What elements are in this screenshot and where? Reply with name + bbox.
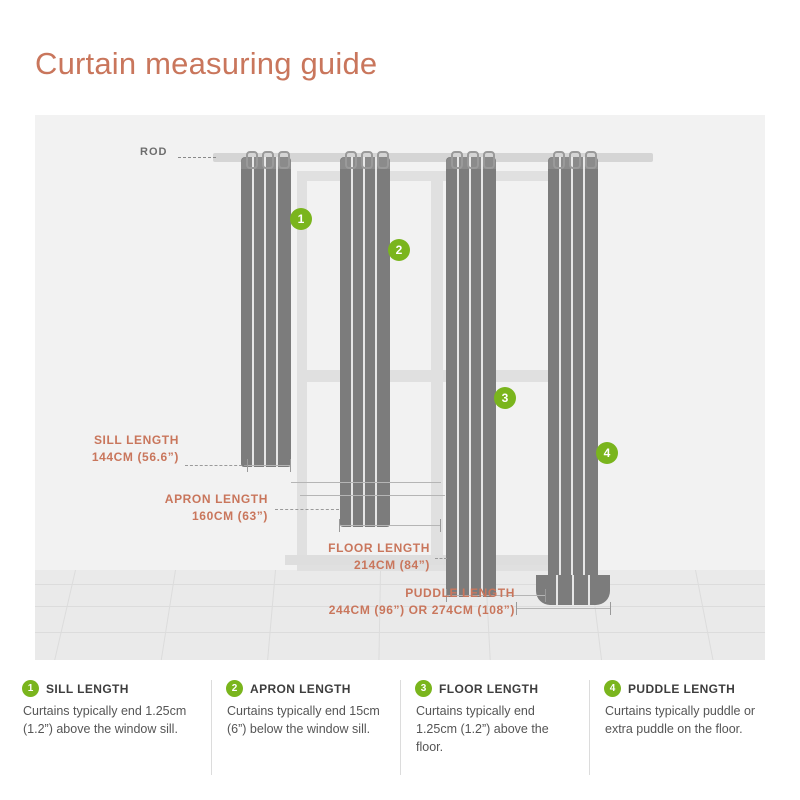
tick-sill-left: [247, 459, 248, 472]
legend-title-3: FLOOR LENGTH: [439, 681, 539, 696]
curtain-puddle-pool: [536, 575, 610, 605]
curtain-ring: [377, 151, 389, 169]
legend-number-3: 3: [415, 680, 432, 697]
badge-1: 1: [290, 208, 312, 230]
legend-title-2: APRON LENGTH: [250, 681, 351, 696]
badge-3: 3: [494, 387, 516, 409]
legend-item-puddle: [589, 680, 778, 775]
curtain-ring: [451, 151, 463, 169]
legend-item-floor: [400, 680, 589, 775]
curtain-ring: [483, 151, 495, 169]
measure-puddle-title: PUDDLE LENGTH: [405, 586, 515, 600]
measure-apron-title: APRON LENGTH: [164, 492, 268, 506]
tick-sill-right: [290, 459, 291, 472]
rod-label: ROD: [140, 146, 168, 158]
tick-puddle-left: [516, 602, 517, 615]
legend: [22, 680, 778, 775]
legend-number-1: 1: [22, 680, 39, 697]
curtain-ring: [345, 151, 357, 169]
curtain-ring: [361, 151, 373, 169]
measure-apron-length: [113, 491, 268, 525]
legend-text-3: Curtains typically end 1.25cm (1.2”) above the floor.: [416, 704, 549, 754]
badge-4: 4: [596, 442, 618, 464]
curtain-ring: [246, 151, 258, 169]
curtain-panel-puddle: [548, 157, 598, 597]
leader-sill: [185, 465, 247, 466]
rule-sill: [247, 465, 291, 466]
rod-leader-line: [178, 157, 216, 158]
rule-apron-lower: [300, 495, 445, 496]
legend-item-sill: [22, 680, 211, 775]
legend-number-2: 2: [226, 680, 243, 697]
rule-puddle: [516, 608, 611, 609]
badge-2: 2: [388, 239, 410, 261]
rule-apron-upper: [291, 482, 441, 483]
leader-apron: [275, 509, 339, 510]
tick-floor-right: [545, 589, 546, 602]
curtain-ring: [553, 151, 565, 169]
curtain-ring: [585, 151, 597, 169]
diagram-panel: [35, 115, 765, 660]
measure-floor-value: 214CM (84”): [354, 558, 430, 572]
curtain-ring: [262, 151, 274, 169]
measure-floor-length: [285, 540, 430, 574]
measure-puddle-value: 244CM (96”) OR 274CM (108”): [328, 603, 515, 617]
page-title: Curtain measuring guide: [35, 46, 378, 81]
measure-sill-title: SILL LENGTH: [93, 433, 179, 447]
measure-floor-title: FLOOR LENGTH: [328, 541, 430, 555]
measure-puddle-length: [175, 585, 515, 619]
curtain-ring: [569, 151, 581, 169]
curtain-panel-apron: [340, 157, 390, 527]
curtain-panel-floor: [446, 157, 496, 597]
legend-text-4: Curtains typically puddle or extra puddle on the floor.: [605, 704, 756, 736]
tick-puddle-right: [610, 602, 611, 615]
curtain-panel-sill: [241, 157, 291, 467]
legend-number-4: 4: [604, 680, 621, 697]
legend-text-2: Curtains typically end 15cm (6”) below the window sill.: [227, 704, 380, 736]
tick-apron-left: [339, 519, 340, 532]
measure-sill-value: 144CM (56.6”): [91, 450, 179, 464]
measure-sill-length: [49, 432, 179, 466]
curtain-ring: [278, 151, 290, 169]
curtain-ring: [467, 151, 479, 169]
legend-title-4: PUDDLE LENGTH: [628, 681, 736, 696]
legend-text-1: Curtains typically end 1.25cm (1.2”) above the window sill.: [23, 704, 187, 736]
rule-apron-base: [339, 525, 441, 526]
legend-title-1: SILL LENGTH: [46, 681, 129, 696]
measure-apron-value: 160CM (63”): [192, 509, 268, 523]
leader-floor: [435, 558, 447, 559]
tick-apron-right: [440, 519, 441, 532]
legend-item-apron: [211, 680, 400, 775]
